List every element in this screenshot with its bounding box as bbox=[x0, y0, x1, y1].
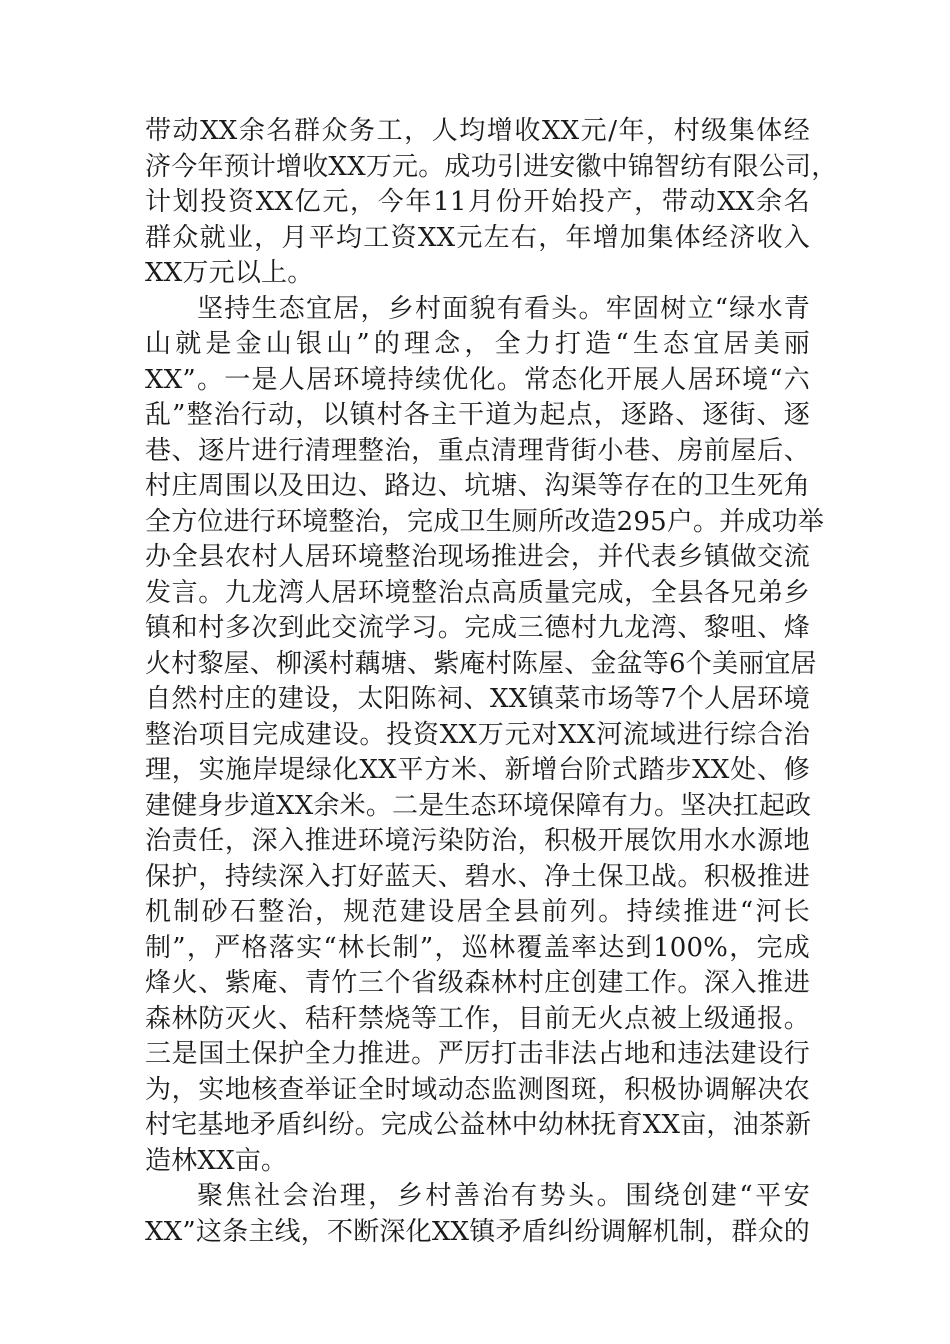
text-line: XX万元以上。 bbox=[145, 258, 314, 288]
paragraph-economy-continued bbox=[145, 114, 838, 292]
text-line: 理，实施岸堤绿化XX平方米、新增台阶式踏步XX处、修 bbox=[145, 755, 810, 785]
text-line: 森林防灭火、秸秆禁烧等工作，目前无火点被上级通报。 bbox=[145, 1003, 810, 1034]
document-body bbox=[145, 114, 838, 1250]
text-line: XX”。一是人居环境持续优化。常态化开展人居环境“六 bbox=[145, 364, 810, 395]
text-line: 火村黎屋、柳溪村藕塘、紫庵村陈屋、金盆等6个美丽宜居 bbox=[145, 648, 817, 679]
text-line: 计划投资XX亿元，今年11月份开始投产，带动XX余名 bbox=[145, 187, 810, 217]
text-line: 聚焦社会治理，乡村善治有势头。围绕创建“平安 bbox=[197, 1181, 810, 1211]
text-line: 为，实地核查举证全时域动态监测图斑，积极协调解决农 bbox=[145, 1074, 810, 1105]
text-line: 村宅基地矛盾纠纷。完成公益林中幼林抚育XX亩，油茶新 bbox=[145, 1110, 812, 1140]
text-line: 三是国土保护全力推进。严厉打击非法占地和违法建设行 bbox=[145, 1039, 810, 1069]
text-line: 巷、逐片进行清理整治，重点清理背街小巷、房前屋后、 bbox=[145, 435, 810, 466]
text-line: 群众就业，月平均工资XX元左右，年增加集体经济收入 bbox=[145, 222, 810, 253]
text-line: 带动XX余名群众务工，人均增收XX元/年，村级集体经 bbox=[145, 116, 810, 146]
paragraph-ecological-livability bbox=[145, 292, 825, 1180]
text-line: 发言。九龙湾人居环境整治点高质量完成，全县各兄弟乡 bbox=[145, 577, 810, 608]
text-line: 机制砂石整治，规范建设居全县前列。持续推进“河长 bbox=[145, 897, 810, 927]
paragraph-social-governance bbox=[145, 1179, 810, 1250]
text-line: 坚持生态宜居，乡村面貌有看头。牢固树立“绿水青 bbox=[197, 293, 810, 324]
text-line: 办全县农村人居环境整治现场推进会，并代表乡镇做交流 bbox=[145, 542, 810, 572]
text-line: 制”，严格落实“林长制”，巡林覆盖率达到100%，完成 bbox=[145, 932, 810, 963]
text-line: XX”这条主线，不断深化XX镇矛盾纠纷调解机制，群众的 bbox=[145, 1216, 810, 1247]
text-line: 村庄周围以及田边、路边、坑塘、沟渠等存在的卫生死角 bbox=[145, 471, 810, 501]
text-line: 自然村庄的建设，太阳陈祠、XX镇菜市场等7个人居环境 bbox=[145, 684, 810, 714]
text-line: 山就是金山银山”的理念，全力打造“生态宜居美丽 bbox=[145, 329, 810, 359]
text-line: 保护，持续深入打好蓝天、碧水、净土保卫战。积极推进 bbox=[145, 861, 810, 892]
text-line: 济今年预计增收XX万元。成功引进安徽中锦智纺有限公司， bbox=[145, 151, 838, 182]
text-line: 建健身步道XX余米。二是生态环境保障有力。坚决扛起政 bbox=[145, 790, 812, 821]
text-line: 全方位进行环境整治，完成卫生厕所改造295户。并成功举 bbox=[145, 506, 825, 537]
text-line: 镇和村多次到此交流学习。完成三德村九龙湾、黎咀、烽 bbox=[145, 613, 810, 643]
text-line: 乱”整治行动，以镇村各主干道为起点，逐路、逐街、逐 bbox=[145, 400, 810, 430]
text-line: 治责任，深入推进环境污染防治，积极开展饮用水水源地 bbox=[145, 826, 810, 856]
text-line: 整治项目完成建设。投资XX万元对XX河流域进行综合治 bbox=[145, 719, 810, 750]
text-line: 烽火、紫庵、青竹三个省级森林村庄创建工作。深入推进 bbox=[145, 968, 810, 998]
text-line: 造林XX亩。 bbox=[145, 1145, 288, 1176]
